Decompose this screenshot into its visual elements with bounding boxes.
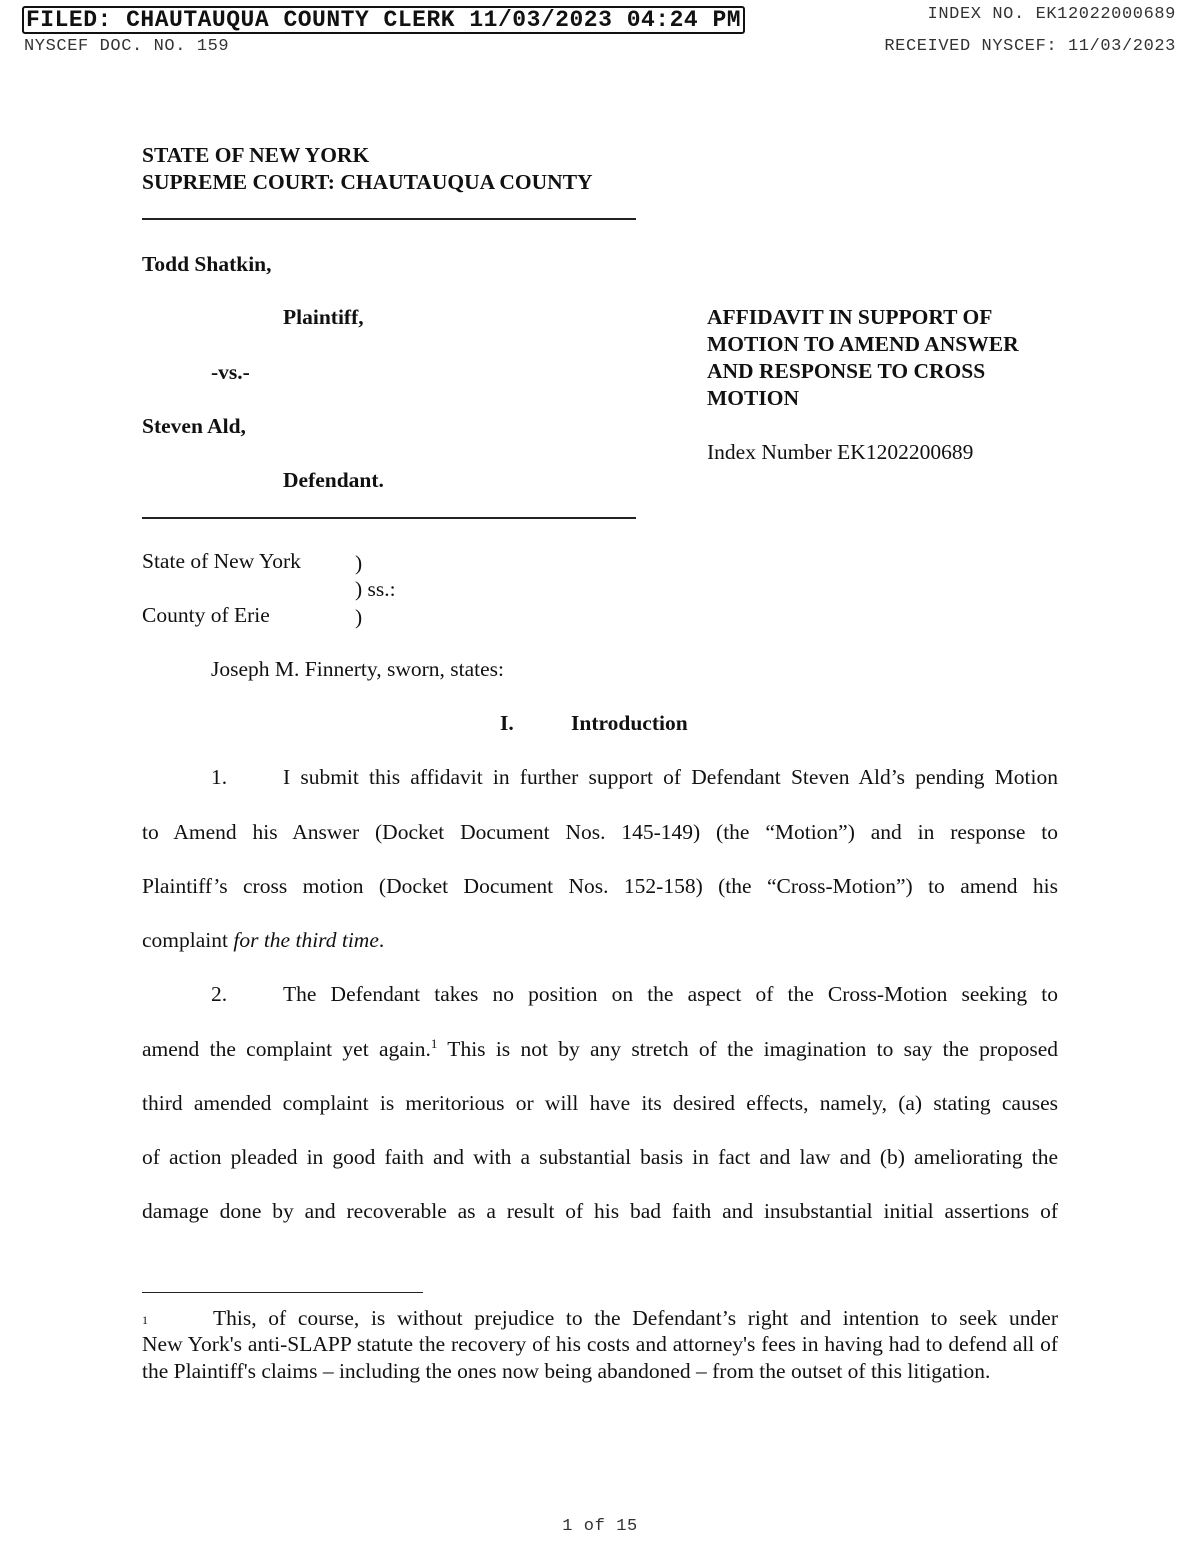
paragraph-number: 1.: [211, 765, 228, 789]
received-date: RECEIVED NYSCEF: 11/03/2023: [884, 37, 1176, 56]
text: .: [378, 928, 385, 952]
defendant-name: Steven Ald,: [142, 414, 246, 438]
footnote-reference[interactable]: 1: [430, 1035, 438, 1051]
text: complaint: [142, 928, 234, 952]
caption-rule-top: [142, 218, 636, 220]
affiant-statement: Joseph M. Finnerty, sworn, states:: [211, 657, 505, 681]
paragraph-line: Plaintiff’s cross motion (Docket Document Nos. 152-158) (the “Cross-Motion”) to amend his: [142, 874, 1058, 898]
versus: -vs.-: [211, 360, 250, 384]
paragraph-line: [142, 928, 1058, 952]
index-no: INDEX NO. EK12022000689: [927, 5, 1176, 24]
document-title-line: MOTION TO AMEND ANSWER: [707, 332, 1019, 356]
paragraph-number: 2.: [211, 982, 228, 1006]
paragraph-line: to Amend his Answer (Docket Document Nos. 145-149) (the “Motion”) and in response to: [142, 820, 1058, 844]
document-title-line: AFFIDAVIT IN SUPPORT OF: [707, 305, 993, 329]
index-number: Index Number EK1202200689: [707, 440, 974, 464]
paragraph-line: I submit this affidavit in further support of Defendant Steven Ald’s pending Motion: [283, 765, 1058, 789]
footnote-line: This, of course, is without prejudice to the Defendant’s right and intention to seek under: [213, 1306, 1058, 1330]
venue-paren: ): [355, 605, 363, 629]
plaintiff-name: Todd Shatkin,: [142, 252, 272, 276]
footnote-separator: [142, 1292, 423, 1293]
text: amend the complaint yet again.: [142, 1037, 431, 1061]
document-title-line: AND RESPONSE TO CROSS: [707, 359, 986, 383]
section-title: Introduction: [571, 711, 688, 735]
emphasis: for the third time: [233, 928, 379, 952]
caption-rule-bottom: [142, 517, 636, 519]
court-line-2: SUPREME COURT: CHAUTAUQUA COUNTY: [142, 170, 593, 194]
venue-county: County of Erie: [142, 603, 270, 627]
page-number: 1 of 15: [562, 1517, 638, 1536]
footnote-marker: 1: [142, 1313, 148, 1327]
filed-stamp: FILED: CHAUTAUQUA COUNTY CLERK 11/03/2023 04:24 PM: [22, 6, 745, 34]
venue-ss: ) ss.:: [355, 577, 396, 601]
paragraph-line: [142, 1037, 1058, 1061]
paragraph-line: damage done by and recoverable as a result of his bad faith and insubstantial initial assertions of: [142, 1199, 1058, 1223]
defendant-role: Defendant.: [283, 468, 384, 492]
section-number: I.: [500, 711, 514, 735]
paragraph-line: The Defendant takes no position on the aspect of the Cross-Motion seeking to: [283, 982, 1058, 1006]
text: This is not by any stretch of the imagination to say the proposed: [437, 1037, 1058, 1061]
court-line-1: STATE OF NEW YORK: [142, 143, 370, 167]
venue-state: State of New York: [142, 549, 301, 573]
footnote-text: New York's anti-SLAPP statute the recovery of his costs and attorney's fees in having had to defend all of the Plaintiff's claims – including the ones now being abandoned – from the outset of this litigation.: [142, 1332, 1058, 1383]
paragraph-line: of action pleaded in good faith and with a substantial basis in fact and law and (b) ameliorating the: [142, 1145, 1058, 1169]
venue-paren: ): [355, 551, 363, 575]
plaintiff-role: Plaintiff,: [283, 305, 364, 329]
doc-no: NYSCEF DOC. NO. 159: [24, 37, 230, 56]
paragraph-line: third amended complaint is meritorious or will have its desired effects, namely, (a) stating causes: [142, 1091, 1058, 1115]
document-title-line: MOTION: [707, 386, 799, 410]
